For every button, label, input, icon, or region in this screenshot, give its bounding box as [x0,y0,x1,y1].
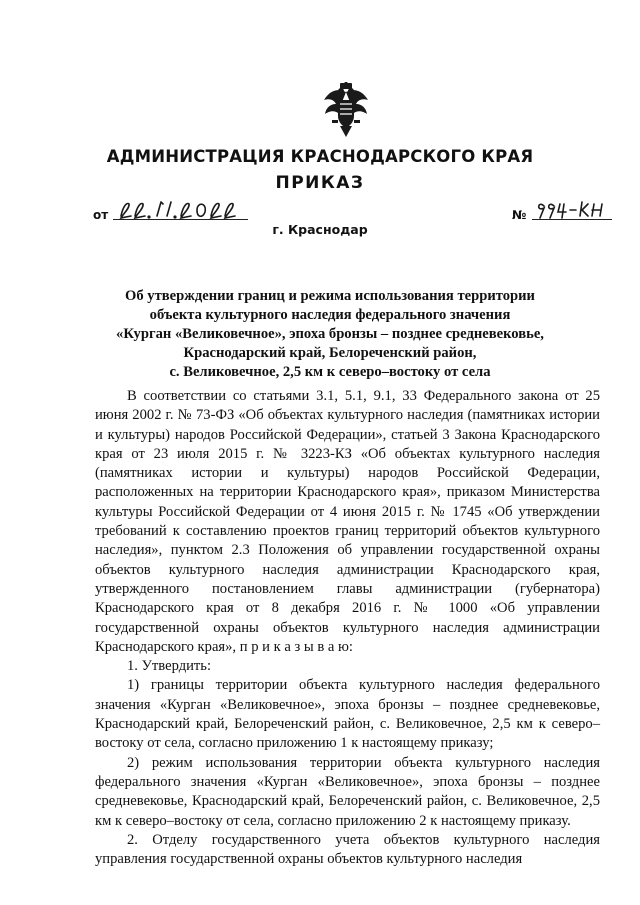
document-type: ПРИКАЗ [275,173,365,193]
clause-2: 2. Отделу государственного учета объектов культурного наследия управления государственной охраны объектов культурного наследия [95,831,600,868]
number-label: № [512,208,527,222]
clause-1-2: 2) режим использования территории объекта культурного наследия федерального значения «Курган «Великовечное», эпоха бронзы – позднее средневековье, Краснодарский край, Белореченский район, с. Великовечное, 2,5 км к северо–востоку от села, согласно приложению 2 к настоящему приказу. [95,754,600,829]
city: г. Краснодар [272,222,368,237]
title-line: Об утверждении границ и режима использования территории [125,288,535,304]
document-body [95,387,600,869]
title-line: Краснодарский край, Белореченский район, [183,345,477,361]
organization-name: АДМИНИСТРАЦИЯ КРАСНОДАРСКОГО КРАЯ [106,147,534,166]
title-line: объекта культурного наследия федерального значения [149,307,511,323]
document-title [95,287,565,382]
title-line: с. Великовечное, 2,5 км к северо–востоку от села [169,364,491,380]
date-underline [113,219,248,220]
clause-1-1: 1) границы территории объекта культурного наследия федерального значения «Курган «Великовечное», эпоха бронзы – позднее средневековье, Краснодарский край, Белореченский район, с. Великовечное, 2,5 км к северо–востоку от села, согласно приложению 1 к настоящему приказу; [95,677,600,752]
coat-of-arms-icon [322,82,370,138]
number-underline [532,219,612,220]
date-label: от [93,208,109,222]
clause-1: 1. Утвердить: [127,658,212,675]
title-line: «Курган «Великовечное», эпоха бронзы – позднее средневековье, [116,326,544,342]
preamble-paragraph: В соответствии со статьями 3.1, 5.1, 9.1, 33 Федерального закона от 25 июня 2002 г. № 73-ФЗ «Об объектах культурного наследия (памятниках истории и культуры) народов Российской Федерации», статьей 3 Закона Краснодарского края от 23 июля 2015 г. № 3223-КЗ «Об объектах культурного наследия (памятниках истории и культуры) народов Российской Федерации, расположенных на территории Краснодарского края», приказом Министерства культуры Российской Федерации от 4 июня 2015 г. № 1745 «Об утверждении требований к составлению проектов границ территорий объектов культурного наследия», пунктом 2.3 Положения об управлении государственной охраны объектов культурного наследия администрации Краснодарского края, утвержденного постановлением главы администрации (губернатора) Краснодарского края от 8 декабря 2016 г. № 1000 «Об управлении государственной охраны объектов культурного наследия администрации Краснодарского края», п р и к а з ы в а ю: [95,388,600,655]
